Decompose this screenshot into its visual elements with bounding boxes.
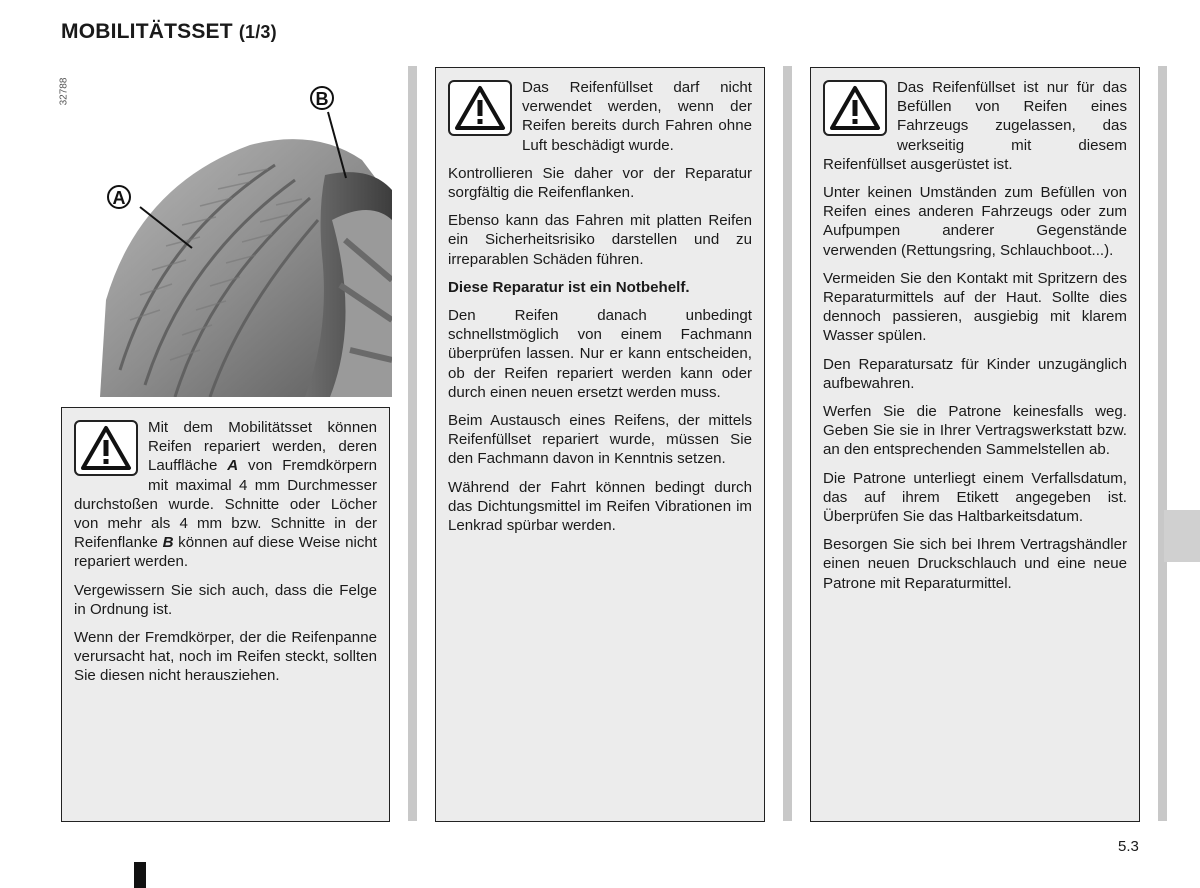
warning-triangle-icon [448, 80, 512, 136]
panel3-paragraph: Besorgen Sie sich bei Ihrem Vertragshändler einen neuen Druckschlauch und eine neue Patrone mit Reparaturmittel. [823, 536, 1127, 592]
info-panel-1 [61, 407, 390, 822]
panel2-warning: Das Reifenfüllset darf nicht verwendet werden, wenn der Reifen bereits durch Fahren ohne Luft beschädigt wurde. [448, 78, 752, 155]
column-divider-1 [408, 66, 417, 821]
panel3-paragraph: Den Reparatursatz für Kinder unzugänglich aufbewahren. [823, 355, 1127, 392]
panel1-paragraph: Vergewissern Sie sich auch, dass die Felge in Ordnung ist. [74, 581, 377, 618]
panel2-paragraph: Den Reifen danach unbedingt schnellstmöglich von einem Fachmann überprüfen lassen. Nur er kann entscheiden, ob der Reifen repariert werden kann oder durch einen neuen ersetzt werden muss. [448, 307, 752, 401]
chapter-tab [1164, 510, 1200, 562]
panel3-paragraph: Werfen Sie die Patrone keinesfalls weg. Geben Sie sie in Ihrer Vertragswerkstatt bzw. an den entsprechenden Sammelstellen ab. [823, 403, 1127, 459]
column-divider-3 [1158, 66, 1167, 821]
panel3-paragraph: Die Patrone unterliegt einem Verfallsdatum, das auf ihrem Etikett angegeben ist. Überprüfen Sie das Haltbarkeitsdatum. [823, 469, 1127, 526]
panel3-paragraph: Vermeiden Sie den Kontakt mit Spritzern des Reparaturmittels auf der Haut. Sollte dies dennoch passieren, ausgiebig mit klarem Wasser spülen. [823, 269, 1127, 345]
figure-id [58, 70, 82, 120]
panel2-paragraph: Kontrollieren Sie daher vor der Reparatur sorgfältig die Reifenflanken. [448, 164, 752, 202]
panel2-paragraph: Ebenso kann das Fahren mit platten Reifen ein Sicherheitsrisiko darstellen und zu irreparablen Schäden führen. [448, 212, 752, 268]
panel2-paragraph: Beim Austausch eines Reifens, der mittels Reifenfüllset repariert wurde, müssen Sie den Fachmann davon in Kenntnis setzen. [448, 412, 752, 468]
info-panel-3 [810, 67, 1140, 822]
figure-label-a: A [112, 188, 126, 208]
panel3-warning: Das Reifenfüllset ist nur für das Befüllen von Reifen eines Fahrzeugs zugelassen, das werkseitig mit diesem Reifenfüllset ausgerüstet ist. [823, 79, 1127, 173]
panel1-warning: Mit dem Mobilitätsset können Reifen repariert werden, deren Lauffläche A von Fremdkörpern mit maximal 4 mm Durchmesser durchstoßen wurde. Schnitte oder Löcher von mehr als 4 mm bzw. Schnitte in der Reifenflanke B können auf diese Weise nicht repariert werden. [74, 419, 377, 571]
figure-label-b: B [315, 89, 329, 109]
panel2-paragraph: Während der Fahrt können bedingt durch das Dichtungsmittel im Reifen Vibrationen im Lenkrad spürbar werden. [448, 478, 752, 535]
panel3-paragraph: Unter keinen Umständen zum Befüllen von Reifen eines anderen Fahrzeugs oder zum Aufpumpen anderer Gegenstände verwenden (Rettungsring, Schlauchboot...). [823, 184, 1127, 259]
crop-mark [134, 862, 146, 888]
warning-triangle-icon [74, 420, 138, 476]
page-title-main: MOBILITÄTSSET [61, 20, 233, 43]
figure-id-text: 32788 [58, 77, 70, 106]
page-title [61, 20, 277, 44]
page-title-sub: (1/3) [238, 22, 277, 42]
column-divider-2 [783, 66, 792, 821]
warning-triangle-icon [823, 80, 887, 136]
panel2-notice: Diese Reparatur ist ein Notbehelf. [448, 278, 690, 296]
panel1-paragraph: Wenn der Fremdkörper, der die Reifenpanne verursacht hat, noch im Reifen steckt, sollten Sie diesen nicht herausziehen. [74, 629, 377, 685]
tire-illustration [100, 70, 392, 397]
info-panel-2 [435, 67, 765, 822]
page-number: 5.3 [1118, 838, 1139, 855]
